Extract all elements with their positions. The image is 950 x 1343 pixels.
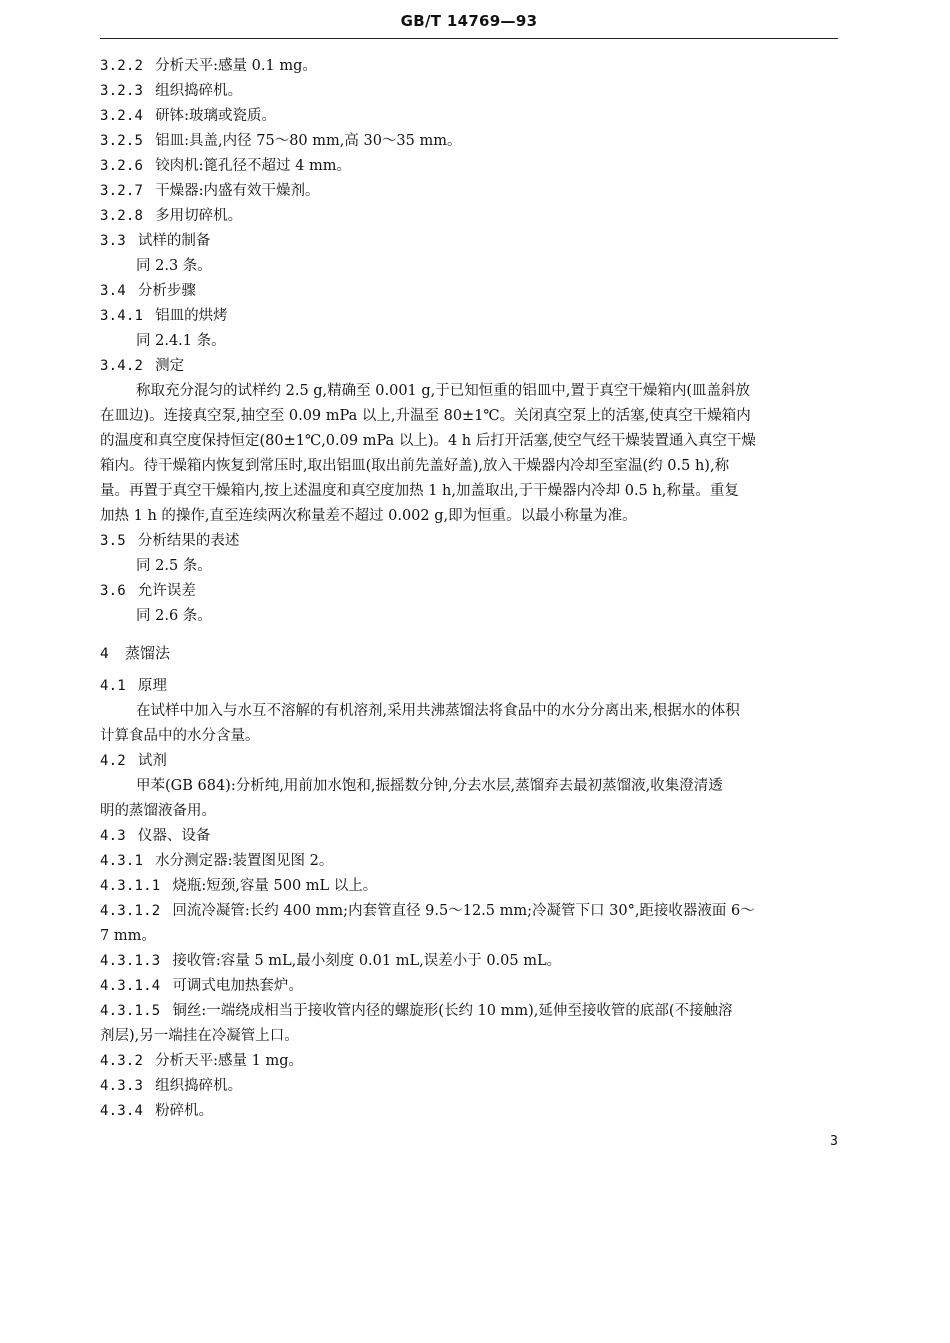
clause-number: 3.4.1	[100, 308, 144, 324]
clause-number: 4.2	[100, 753, 126, 769]
line-text: 量。再置于真空干燥箱内,按上述温度和真空度加热 1 h,加盖取出,于干燥器内冷却 0.5 h,称量。重复	[100, 483, 739, 499]
paragraph-line	[100, 1024, 840, 1049]
line-text: 分析步骤	[137, 283, 196, 299]
line-text: 试样的制备	[137, 233, 211, 249]
clause-line	[100, 104, 840, 129]
page-header	[100, 0, 838, 39]
line-text: 7 mm。	[100, 928, 156, 944]
line-text: 铰肉机:篦孔径不超过 4 mm。	[155, 158, 351, 174]
clause-line	[100, 674, 840, 699]
document-body	[100, 54, 840, 1124]
clause-line	[100, 354, 840, 379]
line-text: 多用切碎机。	[155, 208, 243, 224]
line-text: 铜丝:一端绕成相当于接收管内径的螺旋形(长约 10 mm),延伸至接收管的底部(不接触溶	[172, 1003, 733, 1019]
paragraph-line	[100, 429, 840, 454]
clause-number: 3.6	[100, 583, 126, 599]
paragraph-line	[100, 924, 840, 949]
line-text: 铝皿的烘烤	[155, 308, 228, 324]
line-text: 同 2.5 条。	[136, 558, 212, 574]
clause-number: 3.2.2	[100, 58, 144, 74]
line-text: 称取充分混匀的试样约 2.5 g,精确至 0.001 g,于已知恒重的铝皿中,置于真空干燥箱内(皿盖斜放	[136, 383, 751, 399]
line-text: 计算食品中的水分含量。	[100, 728, 260, 744]
paragraph-line	[100, 724, 840, 749]
clause-line	[100, 824, 840, 849]
line-text: 研钵:玻璃或瓷质。	[155, 108, 277, 124]
clause-line	[100, 154, 840, 179]
clause-number: 4.3.1.1	[100, 878, 161, 894]
line-text: 烧瓶:短颈,容量 500 mL 以上。	[172, 878, 378, 894]
line-text: 剂层),另一端挂在冷凝管上口。	[100, 1028, 299, 1044]
clause-line	[100, 1049, 840, 1074]
clause-number: 4	[100, 646, 109, 662]
paragraph-line	[100, 454, 840, 479]
clause-line	[100, 179, 840, 204]
line-text: 水分测定器:装置图见图 2。	[155, 853, 334, 869]
clause-number: 4.3.1.2	[100, 903, 161, 919]
clause-line	[100, 79, 840, 104]
clause-number: 3.2.4	[100, 108, 144, 124]
line-text: 组织捣碎机。	[155, 1078, 243, 1094]
clause-line	[100, 279, 840, 304]
clause-number: 4.3.1.5	[100, 1003, 161, 1019]
line-text: 可调式电加热套炉。	[172, 978, 303, 994]
line-text: 分析结果的表述	[137, 533, 240, 549]
line-text: 组织捣碎机。	[155, 83, 243, 99]
line-text: 分析天平:感量 0.1 mg。	[155, 58, 317, 74]
clause-line	[100, 1099, 840, 1124]
clause-line	[100, 129, 840, 154]
clause-number: 4.3.4	[100, 1103, 144, 1119]
line-text: 分析天平:感量 1 mg。	[155, 1053, 304, 1069]
line-text: 测定	[155, 358, 185, 374]
clause-number: 3.5	[100, 533, 126, 549]
clause-line	[100, 849, 840, 874]
clause-number: 3.2.3	[100, 83, 144, 99]
clause-number: 4.3.3	[100, 1078, 144, 1094]
line-text: 蒸馏法	[124, 644, 170, 662]
clause-number: 3.2.8	[100, 208, 144, 224]
clause-line	[100, 749, 840, 774]
clause-number: 4.3.1.3	[100, 953, 161, 969]
clause-line	[100, 54, 840, 79]
paragraph-line	[100, 479, 840, 504]
clause-line	[100, 949, 840, 974]
clause-number: 3.4.2	[100, 358, 144, 374]
paragraph-line	[100, 404, 840, 429]
line-text: 明的蒸馏液备用。	[100, 803, 216, 819]
line-text: 原理	[137, 678, 167, 694]
clause-number: 4.3.1.4	[100, 978, 161, 994]
line-text: 仪器、设备	[137, 828, 211, 844]
line-text: 干燥器:内盛有效干燥剂。	[155, 183, 320, 199]
clause-line	[100, 999, 840, 1024]
paragraph-first-line	[100, 604, 840, 629]
line-text: 铝皿:具盖,内径 75～80 mm,高 30～35 mm。	[155, 133, 462, 149]
clause-number: 3.2.5	[100, 133, 144, 149]
line-text: 回流冷凝管:长约 400 mm;内套管直径 9.5～12.5 mm;冷凝管下口 30°,距接收器液面 6～	[172, 903, 755, 919]
paragraph-first-line	[100, 774, 840, 799]
clause-number: 4.3.1	[100, 853, 144, 869]
paragraph-line	[100, 799, 840, 824]
paragraph-first-line	[100, 554, 840, 579]
line-text: 同 2.3 条。	[136, 258, 212, 274]
clause-number: 3.3	[100, 233, 126, 249]
standard-code: GB/T 14769—93	[400, 12, 538, 30]
clause-line	[100, 229, 840, 254]
page-number: 3	[830, 1134, 838, 1149]
clause-line	[100, 1074, 840, 1099]
clause-line	[100, 304, 840, 329]
line-text: 允许误差	[137, 583, 196, 599]
clause-number: 3.2.7	[100, 183, 144, 199]
line-text: 试剂	[137, 753, 167, 769]
paragraph-line	[100, 504, 840, 529]
clause-line	[100, 529, 840, 554]
paragraph-first-line	[100, 254, 840, 279]
line-text: 接收管:容量 5 mL,最小刻度 0.01 mL,误差小于 0.05 mL。	[172, 953, 562, 969]
line-text: 在皿边)。连接真空泵,抽空至 0.09 mPa 以上,升温至 80±1℃。关闭真空泵上的活塞,使真空干燥箱内	[100, 408, 751, 424]
clause-line	[100, 204, 840, 229]
line-text: 在试样中加入与水互不溶解的有机溶剂,采用共沸蒸馏法将食品中的水分分离出来,根据水的体积	[136, 703, 740, 719]
line-text: 同 2.6 条。	[136, 608, 212, 624]
paragraph-first-line	[100, 379, 840, 404]
clause-number: 3.2.6	[100, 158, 144, 174]
clause-line	[100, 874, 840, 899]
line-text: 粉碎机。	[155, 1103, 214, 1119]
clause-line	[100, 974, 840, 999]
clause-number: 4.3.2	[100, 1053, 144, 1069]
clause-number: 4.1	[100, 678, 126, 694]
line-text: 的温度和真空度保持恒定(80±1℃,0.09 mPa 以上)。4 h 后打开活塞,使空气经干燥装置通入真空干燥	[100, 433, 756, 449]
line-text: 同 2.4.1 条。	[136, 333, 226, 349]
paragraph-first-line	[100, 699, 840, 724]
clause-number: 3.4	[100, 283, 126, 299]
paragraph-first-line	[100, 329, 840, 354]
clause-number: 4.3	[100, 828, 126, 844]
line-text: 加热 1 h 的操作,直至连续两次称量差不超过 0.002 g,即为恒重。以最小称量为准。	[100, 508, 637, 524]
clause-line	[100, 579, 840, 604]
clause-line	[100, 899, 840, 924]
section-heading	[100, 641, 840, 666]
line-text: 箱内。待干燥箱内恢复到常压时,取出铝皿(取出前先盖好盖),放入干燥器内冷却至室温(约 0.5 h),称	[100, 458, 730, 474]
line-text: 甲苯(GB 684):分析纯,用前加水饱和,振摇数分钟,分去水层,蒸馏弃去最初蒸馏液,收集澄清透	[136, 778, 723, 794]
